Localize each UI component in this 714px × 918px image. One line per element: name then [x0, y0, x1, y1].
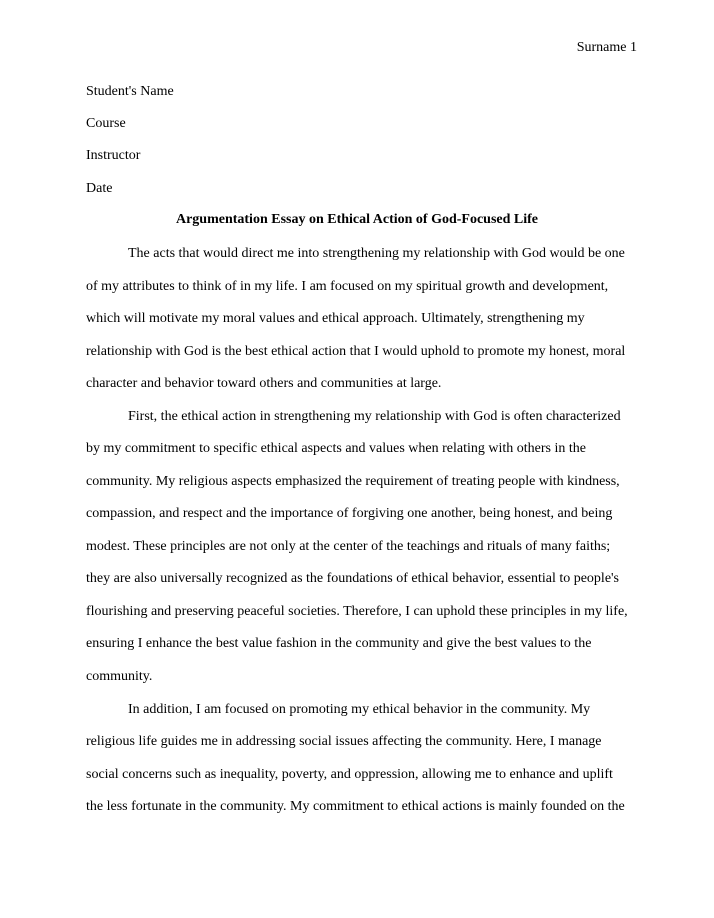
student-name: Student's Name — [86, 84, 174, 99]
essay-title: Argumentation Essay on Ethical Action of God-Focused Life — [175, 212, 539, 227]
body-line: the less fortunate in the community. My commitment to ethical actions is mainly founded on the — [86, 799, 625, 814]
body-line: they are also universally recognized as the foundations of ethical behavior, essential to people's — [86, 571, 620, 586]
body-line: compassion, and respect and the importance of forgiving one another, being honest, and being — [86, 506, 613, 521]
body-line: character and behavior toward others and communities at large. — [86, 376, 442, 391]
body-line: community. My religious aspects emphasized the requirement of treating people with kindness, — [86, 474, 620, 489]
course: Course — [86, 116, 126, 131]
date: Date — [86, 181, 113, 196]
body-line: religious life guides me in addressing social issues affecting the community. Here, I manage — [86, 734, 602, 749]
body-line: social concerns such as inequality, poverty, and oppression, allowing me to enhance and uplift — [86, 767, 613, 782]
body-line: First, the ethical action in strengthening my relationship with God is often characterized — [128, 409, 621, 424]
body-line: community. — [86, 669, 153, 684]
body-line: ensuring I enhance the best value fashion in the community and give the best values to the — [86, 636, 592, 651]
body-line: which will motivate my moral values and ethical approach. Ultimately, strengthening my — [86, 311, 585, 326]
body-line: In addition, I am focused on promoting my ethical behavior in the community. My — [128, 702, 591, 717]
running-head: Surname 1 — [576, 40, 637, 55]
body-line: flourishing and preserving peaceful societies. Therefore, I can uphold these principles in my life, — [86, 604, 628, 619]
body-line: modest. These principles are not only at the center of the teachings and rituals of many faiths; — [86, 539, 611, 554]
body-line: relationship with God is the best ethical action that I would uphold to promote my honest, moral — [86, 344, 626, 359]
body-line: of my attributes to think of in my life. I am focused on my spiritual growth and development, — [86, 279, 609, 294]
body-line: The acts that would direct me into strengthening my relationship with God would be one — [128, 246, 625, 261]
body-line: by my commitment to specific ethical aspects and values when relating with others in the — [86, 441, 586, 456]
instructor: Instructor — [86, 148, 141, 163]
